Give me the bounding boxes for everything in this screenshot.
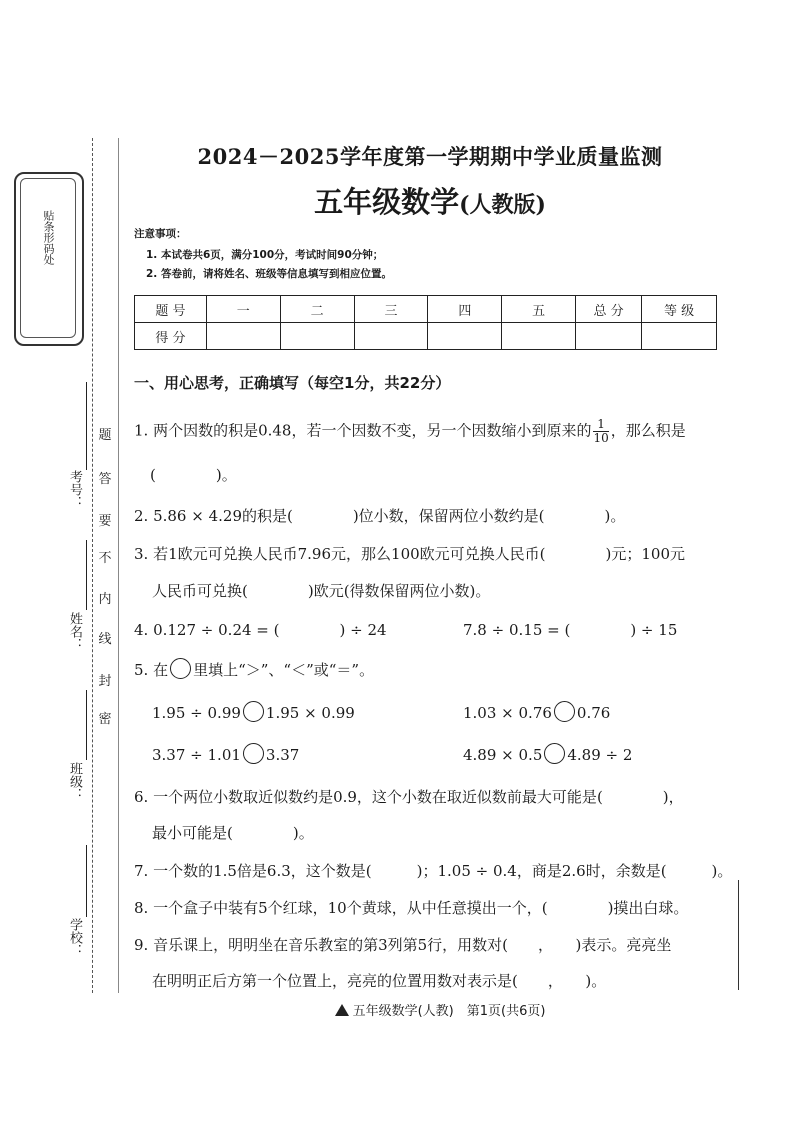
subject-main: 五年级数学 (314, 185, 460, 219)
name-line[interactable] (86, 540, 87, 610)
compare-item (152, 701, 355, 722)
notice-item: 1. 本试卷共6页，满分100分，考试时间90分钟； (146, 249, 384, 261)
question-9-line2: 在明明正后方第一个位置上，亮亮的位置用数对表示是( ， )。 (152, 972, 607, 990)
seal-char: 内 (98, 592, 112, 607)
section-title: 一、用心思考，正确填写（每空1分，共22分） (134, 374, 451, 392)
subject-edition: (人教版) (459, 192, 546, 218)
expr-right: 3.37 (265, 746, 300, 764)
question-5 (134, 658, 374, 680)
score-table-score-row (135, 323, 717, 350)
question-4-part2: 7.8 ÷ 0.15 = ( ) ÷ 15 (463, 621, 678, 639)
seal-char: 要 (98, 514, 112, 529)
table-cell: 一 (206, 296, 280, 323)
question-1-blank[interactable]: ( )。 (150, 466, 237, 484)
exam-number-label: 考号： (67, 470, 82, 509)
compare-item (152, 743, 299, 764)
compare-circle (170, 658, 191, 679)
expr-left: 4.89 × 0.5 (463, 746, 543, 764)
exam-number-line[interactable] (86, 382, 87, 470)
score-table (134, 295, 717, 350)
notice-heading: 注意事项： (134, 228, 187, 240)
seal-char: 题 (98, 428, 112, 443)
seal-char: 不 (98, 551, 112, 566)
question-text: ，那么积是 (610, 421, 686, 440)
compare-circle[interactable] (243, 743, 264, 764)
class-label: 班级： (67, 762, 82, 801)
fraction-denominator: 10 (593, 431, 609, 445)
expr-right: 4.89 ÷ 2 (567, 746, 633, 764)
compare-item (463, 701, 610, 722)
question-6-line1: 6. 一个两位小数取近似数约是0.9，这个小数在取近似数前最大可能是( )， (134, 788, 684, 806)
fraction (593, 418, 608, 445)
compare-item (463, 743, 632, 764)
expr-right: 1.95 × 0.99 (265, 704, 355, 722)
score-input-cell[interactable] (280, 323, 354, 350)
table-cell: 五 (502, 296, 576, 323)
table-cell: 总 分 (576, 296, 642, 323)
seal-char: 密 (98, 712, 112, 727)
expr-left: 1.03 × 0.76 (463, 704, 552, 722)
publisher-logo-icon (335, 1004, 349, 1016)
score-input-cell[interactable] (502, 323, 576, 350)
school-line[interactable] (86, 845, 87, 917)
binding-solid-line (118, 138, 119, 993)
barcode-label: 贴条形码处 (42, 210, 55, 265)
compare-circle[interactable] (554, 701, 575, 722)
question-3-line2: 人民币可兑换( )欧元(得数保留两位小数)。 (152, 582, 491, 600)
score-input-cell[interactable] (354, 323, 428, 350)
question-text: 1. 两个因数的积是0.48，若一个因数不变，另一个因数缩小到原来的 (134, 421, 592, 440)
table-cell: 四 (428, 296, 502, 323)
score-input-cell[interactable] (576, 323, 642, 350)
class-line[interactable] (86, 690, 87, 760)
score-input-cell[interactable] (642, 323, 717, 350)
question-4-part1: 4. 0.127 ÷ 0.24 = ( ) ÷ 24 (134, 621, 387, 639)
question-9-line1: 9. 音乐课上，明明坐在音乐教室的第3列第5行，用数对( ， )表示。亮亮坐 (134, 936, 672, 954)
expr-right: 0.76 (576, 704, 611, 722)
binding-dashed-line (92, 138, 93, 993)
question-8: 8. 一个盒子中装有5个红球，10个黄球，从中任意摸出一个，( )摸出白球。 (134, 899, 689, 917)
question-text: 5. 在 (134, 661, 169, 679)
question-6-line2: 最小可能是( )。 (152, 824, 314, 842)
score-input-cell[interactable] (206, 323, 280, 350)
table-cell: 等 级 (642, 296, 717, 323)
expr-left: 1.95 ÷ 0.99 (152, 704, 241, 722)
seal-char: 线 (98, 632, 112, 647)
school-label: 学校： (67, 918, 82, 957)
question-7: 7. 一个数的1.5倍是6.3，这个数是( )；1.05 ÷ 0.4，商是2.6时，余数是( )。 (134, 862, 733, 880)
exam-subject-title (150, 180, 710, 221)
table-cell: 题 号 (135, 296, 207, 323)
table-cell: 三 (354, 296, 428, 323)
fraction-numerator: 1 (593, 418, 608, 432)
expr-left: 3.37 ÷ 1.01 (152, 746, 241, 764)
question-2: 2. 5.86 × 4.29的积是( )位小数，保留两位小数约是( )。 (134, 507, 626, 525)
right-margin-line (738, 880, 739, 990)
seal-char: 答 (98, 472, 112, 487)
notice-item: 2. 答卷前，请将姓名、班级等信息填写到相应位置。 (146, 268, 392, 280)
compare-circle[interactable] (544, 743, 565, 764)
exam-title-line: 2024－2025学年度第一学期期中学业质量监测 (197, 144, 663, 169)
name-label: 姓名： (67, 612, 82, 651)
question-1 (134, 418, 686, 445)
seal-char: 封 (98, 674, 112, 689)
footer-text: 五年级数学(人教) 第1页(共6页) (352, 1004, 546, 1019)
question-text: 里填上“＞”、“＜”或“＝”。 (193, 661, 375, 679)
page-footer (290, 1000, 590, 1019)
score-input-cell[interactable] (428, 323, 502, 350)
question-3-line1: 3. 若1欧元可兑换人民币7.96元，那么100欧元可兑换人民币( )元；100元 (134, 545, 685, 563)
table-cell: 得 分 (135, 323, 207, 350)
score-table-header-row (135, 296, 717, 323)
table-cell: 二 (280, 296, 354, 323)
compare-circle[interactable] (243, 701, 264, 722)
